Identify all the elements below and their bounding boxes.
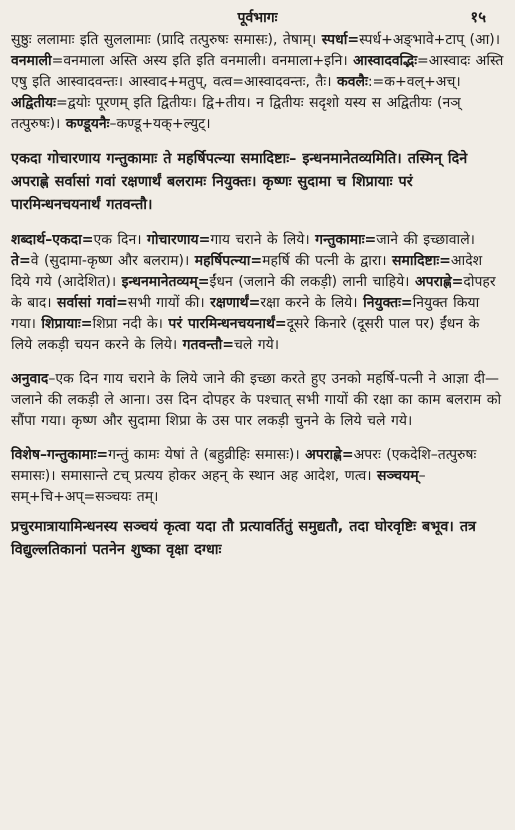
note-text: =वनमाला अस्ति अस्य इति इति वनमाली। वनमाला+इनि। [51,53,348,69]
note-text: :=क+वल्+अच्। [367,74,461,90]
meaning-text: दूसरे किनारे (दूसरी पाल पर) ईंधन के लिये लकड़ी चयन करने के लिये। [11,316,480,353]
sanskrit-passage: एकदा गोचारणाय गन्तुकामाः ते महर्षिपत्न्या समादिष्टाः– इन्धनमानेतव्यमिति। तस्मिन् दिने अपराह्णे सर्वासां गवां रक्षणार्थं बलरामः नियुक्तः। कृष्णः सुदामा च शिप्रायाः परं पारमिन्धनचयनार्थं गतवन्तौ। [11,151,468,213]
term: गन्तुकामाः= [315,232,377,248]
term: परं पारमिन्धनचयनार्थं= [168,316,287,332]
term: नियुक्तः= [363,295,413,311]
note-text: अपरः (एकदेशि–तत्पुरुषः समासः)। समासान्ते टच् प्रत्यय होकर अहन् के स्थान अह आदेश, णत्व। [11,447,477,484]
term: अपराह्णे= [305,447,354,463]
term: अपराह्णे= [414,274,464,290]
term: सर्वासां गवां= [57,295,128,311]
meaning-text: रक्षा करने के लिये। [260,295,358,311]
term: अद्वितीयः [11,95,56,111]
translation-paragraph [11,369,504,432]
term: इन्धनमानेतव्यम्= [121,274,210,290]
meaning-text: नियुक्त किया गया। [11,295,480,332]
special-notes-paragraph [11,445,504,508]
running-title: पूर्वभागः [237,10,278,26]
meaning-text: ईंधन (जलाने की लकड़ी) लानी चाहिये। [209,274,410,290]
note-text: –सम्+चि+अप्=सञ्चयः तम्। [11,468,426,505]
note-text: –कण्डू+यक्+ल्युट्। [109,116,211,132]
meaning-text: महर्षि की पत्नी के द्वारा। [262,253,387,269]
meaning-text: वे (सुदामा-कृष्ण और बलराम)। [30,253,190,269]
term: सञ्चयम् [377,468,419,484]
meaning-text: चले गये। [233,337,280,353]
grammar-notes-paragraph [11,30,504,135]
word-meaning-paragraph [11,230,504,356]
label: अनुवाद [11,371,49,387]
sanskrit-passage-continued: प्रचुरमात्रायामिन्धनस्य सञ्चयं कृत्वा यदा तौ प्रत्यावर्तितुं समुद्यतौ, तदा घोरवृष्टिः बभूव। तत्र विद्युल्लतिकानां पतनेन शुष्का वृक्षा दग्धाः [11,519,476,558]
term: वनमाली [11,53,52,69]
term: स्पर्धा= [321,32,360,48]
term: आस्वादवद्भिः [353,53,418,69]
note-text: स्पर्ध+अङ्भावे+टाप् (आ)। [359,32,501,48]
term: ते= [11,253,31,269]
note-text: =द्वयोः पूरणम् इति द्वितीयः। द्वि+तीय। न द्वितीयः सदृशो यस्य स अद्वितीयः (नञ् तत्पुरुषः)। [11,95,461,132]
term: कवलैः [336,74,368,90]
meaning-text: गाय चराने के लिये। [210,232,310,248]
term: कण्डूयनैः [65,116,110,132]
term: महर्षिपत्न्या= [194,253,263,269]
meaning-text: दोपहर के बाद। [11,274,496,311]
meaning-text: जाने की इच्छावाले। [376,232,475,248]
term: रक्षणार्थं= [210,295,261,311]
note-text: सुष्ठुः ललामाः इति सुललामाः (प्रादि तत्पुरुषः समासः), तेषाम्। [11,32,317,48]
term: शिप्रायाः= [41,316,93,332]
page-header [11,0,504,30]
term: गतवन्तौ= [182,337,234,353]
term: विशेष–गन्तुकामाः= [11,447,109,463]
page-number: १५ [470,8,486,26]
translation-text: –एक दिन गाय चराने के लिये जाने की इच्छा करते हुए उनको महर्षि-पत्नी ने आज्ञा दी—जलाने की लकड़ी ले आना। उस दिन दोपहर के पश्चात् सभी गायों की रक्षा का काम बलराम को सौंपा गया। कृष्ण और सुदामा शिप्रा के उस पार लकड़ी चुनने के लिये चले गये। [11,371,502,429]
meaning-text: सभी गायों की। [127,295,205,311]
note-text: गन्तुं कामः येषां ते (बहुव्रीहिः समासः)। [108,447,300,463]
term: समादिष्टाः= [392,253,451,269]
note-text: =आस्वादः अस्ति एषु इति आस्वादवन्तः। आस्वाद+मतुप्, वत्व=आस्वादवन्तः, तैः। [11,53,504,90]
term: गोचारणाय= [147,232,211,248]
meaning-text: आदेश दिये गये (आदेशित)। [11,253,483,290]
meaning-text: शिप्रा नदी के। [92,316,163,332]
term: शब्दार्थ–एकदा= [11,232,94,248]
meaning-text: एक दिन। [93,232,142,248]
